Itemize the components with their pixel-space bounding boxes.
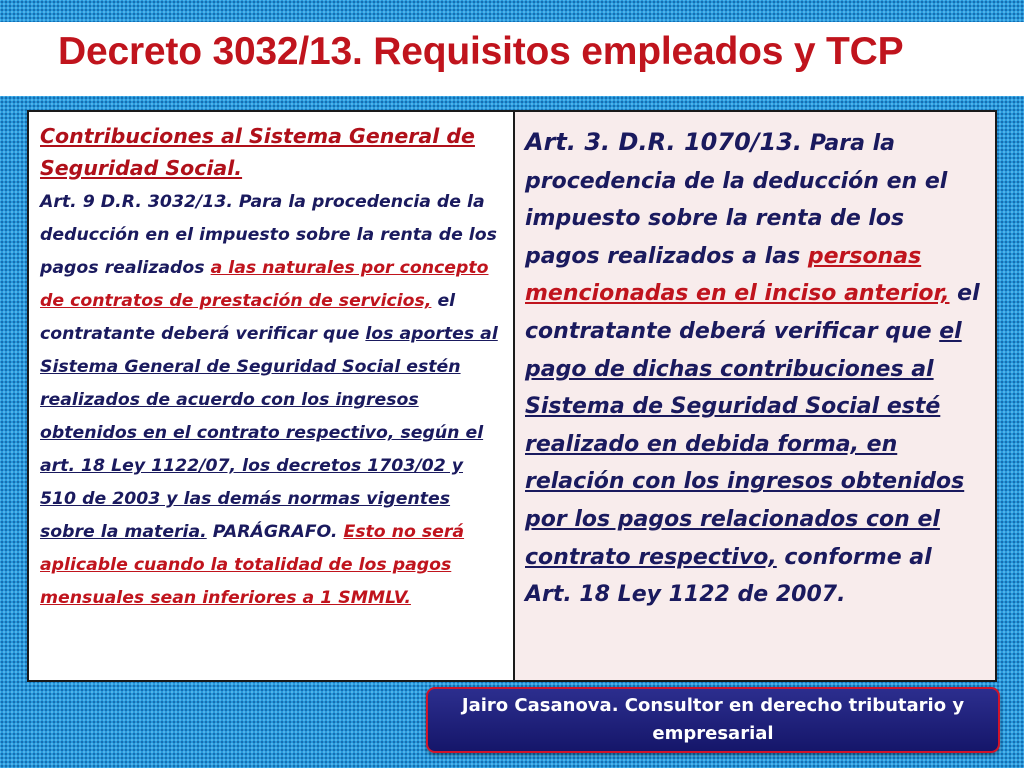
left-heading: Contribuciones al Sistema General de Seguridad Social. (40, 124, 475, 180)
left-text-1: el contratante deberá verificar que (40, 291, 456, 344)
right-text-2: el contratante deberá verificar que (525, 281, 980, 344)
right-text-3: conforme al Art. 18 Ley 1122 de 2007. (525, 544, 932, 608)
right-art-ref: Art. 3. D.R. 1070/13. (525, 128, 803, 156)
left-highlight-1: a las naturales por concepto de contratos de prestación de servicios, (40, 258, 489, 311)
left-highlight-3: Esto no será aplicable cuando la totalidad de los pagos mensuales sean inferiores a 1 SMMLV. (40, 522, 465, 608)
slide-title: Decreto 3032/13. Requisitos empleados y TCP (58, 30, 904, 73)
right-column (515, 112, 995, 680)
left-paragraph-label: PARÁGRAFO. (206, 522, 344, 542)
right-highlight-2: el pago de dichas contribuciones al Sistema de Seguridad Social esté realizado en debida forma, en relación con los ingresos obtenidos por los pagos relacionados con el contrato respectivo, (525, 318, 965, 570)
right-highlight-1: personas mencionadas en el inciso anterior, (525, 243, 950, 307)
left-body (40, 186, 505, 615)
left-highlight-2: los aportes al Sistema General de Seguridad Social estén realizados de acuerdo con los ingresos obtenidos en el contrato respectivo, según el art. 18 Ley 1122/07, los decretos 1703/02 y 510 de 2003 y las demás normas vigentes sobre la materia. (40, 324, 498, 542)
left-art-intro: Art. 9 D.R. 3032/13. Para la procedencia de la deducción en el impuesto sobre la renta de los pagos realizados (40, 192, 497, 278)
left-column (29, 112, 515, 680)
comparison-table (27, 110, 997, 682)
right-body (525, 124, 985, 614)
footer-credit-text: Jairo Casanova. Consultor en derecho tributario y empresarial (461, 695, 965, 744)
footer-credit (426, 687, 1000, 753)
right-text-1: Para la procedencia de la deducción en el impuesto sobre la renta de los pagos realizados a las (525, 131, 948, 269)
